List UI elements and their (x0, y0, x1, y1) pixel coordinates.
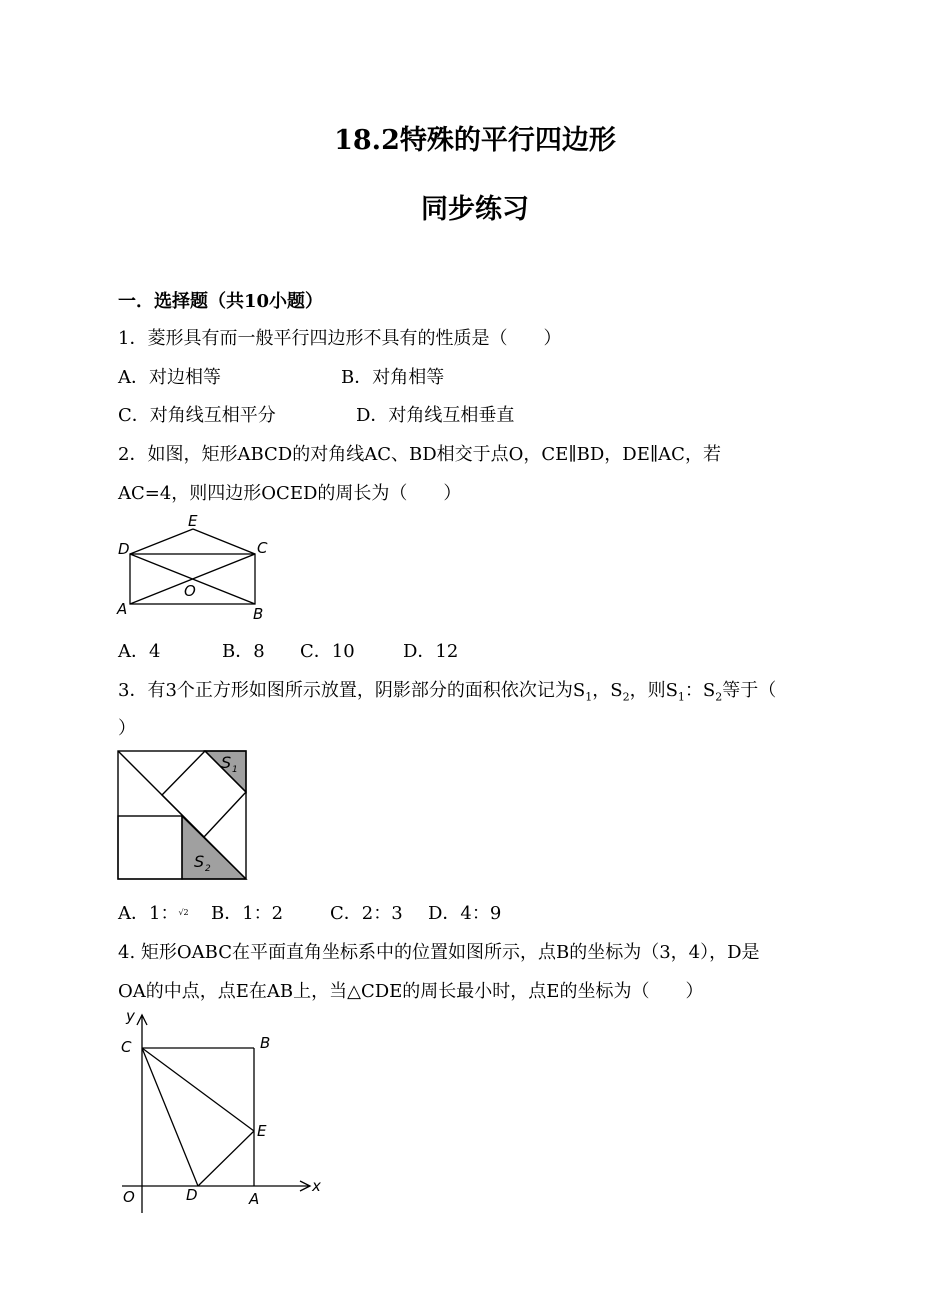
q3-option-d: D．4：9 (428, 903, 502, 924)
q2-option-c: C．10 (300, 641, 355, 662)
seg-ce (193, 529, 255, 554)
label-x: x (312, 1177, 321, 1195)
q4-coordinate-figure (112, 1005, 332, 1217)
q1-option-a: A．对边相等 (118, 367, 221, 388)
q1-option-d: D．对角线互相垂直 (356, 405, 515, 426)
label-a: A (117, 600, 128, 618)
label-s1-sub: 1 (232, 765, 238, 775)
q3-option-a: A．1：$^{√2}$ (118, 903, 189, 924)
q3-squares-figure (117, 750, 249, 882)
label-s1: S (221, 753, 232, 772)
q2-option-d: D．12 (403, 641, 459, 662)
small-square (118, 816, 182, 879)
q2-rectangle-figure (115, 512, 275, 624)
section-heading: 一．选择题（共10小题） (118, 291, 324, 312)
q4-text-line2: OA的中点，点E在AB上，当△CDE的周长最小时，点E的坐标为（ ） (118, 981, 704, 1002)
label-c: C (257, 539, 268, 557)
q3-text-line1: 3．有3个正方形如图所示放置，阴影部分的面积依次记为$S_1$，$S_2$，则$S_1$：$S_2$等于（ (118, 680, 777, 704)
label-y: y (126, 1007, 135, 1025)
seg-de (198, 1131, 254, 1186)
label-d: D (186, 1186, 198, 1204)
sqrt2-mark: √2 (178, 908, 189, 917)
q2-text-line2: AC=4，则四边形OCED的周长为（ ） (118, 483, 462, 504)
q3-option-b: B．1：2 (211, 903, 284, 924)
label-e: E (188, 512, 198, 530)
q2-option-b: B．8 (222, 641, 265, 662)
q2-option-a: A．4 (118, 641, 161, 662)
seg-de (130, 529, 193, 554)
q2-text-line1: 2．如图，矩形ABCD的对角线AC、BD相交于点O，CE∥BD，DE∥AC，若 (118, 444, 721, 465)
label-e: E (257, 1122, 267, 1140)
q4-text-line1: 4. 矩形OABC在平面直角坐标系中的位置如图所示，点B的坐标为（3，4），D是 (118, 942, 760, 963)
label-c: C (121, 1038, 132, 1056)
q1-option-b: B．对角相等 (341, 367, 445, 388)
q1-option-c: C．对角线互相平分 (118, 405, 276, 426)
q1-text: 1．菱形具有而一般平行四边形不具有的性质是（ ） (118, 328, 562, 349)
page-subtitle: 同步练习 (421, 194, 529, 225)
label-s2: S (194, 852, 205, 871)
label-s2-sub: 2 (205, 864, 211, 874)
q3-text-line2: ） (118, 718, 136, 739)
label-d: D (118, 540, 130, 558)
page-title: 18.2特殊的平行四边形 (334, 125, 616, 156)
label-o: O (123, 1188, 135, 1206)
q3-option-c: C．2：3 (330, 903, 403, 924)
label-o: O (184, 582, 196, 600)
label-b: B (253, 605, 264, 623)
label-a: A (249, 1190, 260, 1208)
label-b: B (260, 1034, 271, 1052)
